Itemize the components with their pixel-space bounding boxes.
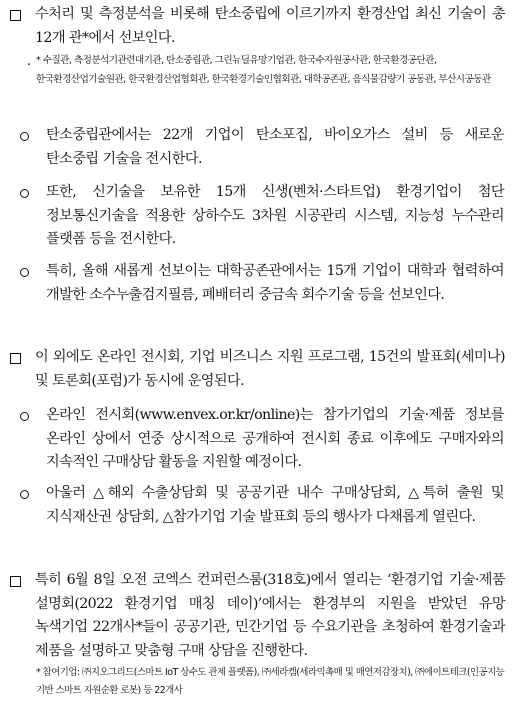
circle-bullet-icon <box>20 490 29 499</box>
square-bullet-icon <box>10 576 21 587</box>
paragraph-carbon-neutral: 탄소중립관에서는 22개 기업이 탄소포집, 바이오가스 설비 등 새로운 탄소중립 기술을 전시한다. <box>46 127 504 167</box>
square-bullet-icon <box>10 10 21 21</box>
paragraph-events: 아울러 △해외 수출상담회 및 공공기관 내수 구매상담회, △특허 출원 및 지식재산권 상담회, △참가기업 기술 발표회 등의 행사가 다채롭게 열린다. <box>46 485 504 525</box>
circle-bullet-icon <box>20 412 29 421</box>
small-bullet-icon: · <box>27 58 32 73</box>
footnote-pavilions: * 수질관, 측정분석기관련대기관, 탄소중립관, 그린뉴딜유망기업관, 한국수자원공사관, 한국환경공단관, 한국환경산업기술원관, 한국환경산업협회관, 한국환경기술인협회관, 대학공존관, 음식물감량기 공동관, 부산시공동관 <box>36 55 491 85</box>
circle-bullet-icon <box>20 132 29 141</box>
paragraph-university: 특히, 올해 새롭게 선보이는 대학공존관에서는 15개 기업이 대학과 협력하여 개발한 소수누출검지필름, 폐배터리 중금속 회수기술 등을 선보인다. <box>46 263 504 303</box>
footnote-participants: * 참여기업: ㈜지오그리드(스마트 IoT 상수도 관제 플랫폼), ㈜세라켐(세라믹촉매 및 매연저감장치), ㈜에이트테크(인공지능 기반 스마트 자원순환 로봇) 등 22개사 <box>36 667 505 696</box>
paragraph-main-exhibit: 수처리 및 측정분석을 비롯해 탄소중립에 이르기까지 환경산업 최신 기술이 총 12개 관*에서 선보인다. <box>35 6 505 46</box>
circle-bullet-icon <box>20 268 29 277</box>
paragraph-startups: 또한, 신기술을 보유한 15개 신생(벤처·스타트업) 환경기업이 첨단 정보통신기술을 적용한 상하수도 3차원 시공관리 시스템, 지능성 누수관리 플랫폼 등을 전시한다. <box>46 184 504 247</box>
paragraph-online: 온라인 전시회(www.envex.or.kr/online)는 참가기업의 기술·제품 정보를 온라인 상에서 연중 상시적으로 공개하여 전시회 종료 이후에도 구매자와의 지속적인 구매상담 활동을 지원할 예정이다. <box>46 407 504 470</box>
square-bullet-icon <box>10 353 21 364</box>
circle-bullet-icon <box>20 189 29 198</box>
paragraph-matching-day: 특히 6월 8일 오전 코엑스 컨퍼런스룸(318호)에서 열리는 ‘환경기업 기술·제품 설명회(2022 환경기업 매칭 데이)’에서는 환경부의 지원을 받았던 유망 녹색기업 22개사*들이 공공기관, 민간기업 등 수요기관을 초청하여 환경기술과 제품을 설명하고 맞춤형 구매 상담을 진행한다. <box>35 572 505 659</box>
paragraph-programs: 이 외에도 온라인 전시회, 기업 비즈니스 지원 프로그램, 15건의 발표회(세미나) 및 토론회(포럼)가 동시에 운영된다. <box>35 349 505 389</box>
